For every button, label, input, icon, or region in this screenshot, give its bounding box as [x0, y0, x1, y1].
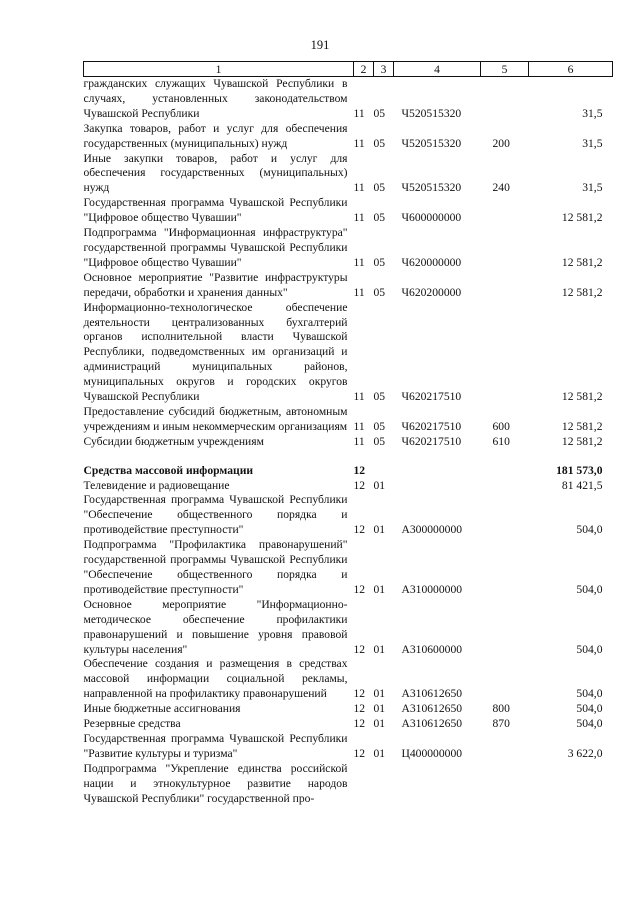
- cell-c4: Ч520515320: [401, 181, 462, 195]
- table-row: [84, 538, 613, 598]
- row-description: Средства массовой информации: [83, 463, 254, 477]
- cell-c6: 3 622,0: [567, 746, 603, 760]
- cell-c3: 05: [373, 390, 386, 404]
- cell-c2: 11: [353, 434, 365, 448]
- row-description: Основное мероприятие "Развитие инфраструктуры передачи, обработки и хранения данных": [83, 270, 348, 299]
- cell-c2: 11: [353, 136, 365, 150]
- table-row: [84, 732, 613, 762]
- table-row: [84, 435, 613, 450]
- cell-c6: 81 421,5: [561, 478, 603, 492]
- cell-c6: 504,0: [576, 702, 603, 716]
- table-row: [84, 493, 613, 538]
- table-row: [84, 152, 613, 197]
- budget-table: [83, 61, 613, 807]
- cell-c3: 01: [373, 687, 386, 701]
- cell-c3: 01: [373, 478, 386, 492]
- cell-c2: 12: [353, 717, 366, 731]
- cell-c2: 11: [353, 390, 365, 404]
- row-spacer: [84, 450, 613, 464]
- cell-c6: 12 581,2: [561, 390, 603, 404]
- cell-c5: [481, 464, 529, 479]
- cell-c5: [481, 77, 529, 122]
- cell-c4: Ч620200000: [401, 285, 462, 299]
- cell-c6: 31,5: [582, 136, 603, 150]
- cell-c5: 870: [492, 717, 510, 731]
- cell-c3: 01: [373, 746, 386, 760]
- cell-c2: [354, 762, 374, 807]
- cell-c2: 11: [353, 181, 365, 195]
- cell-c2: 12: [353, 746, 366, 760]
- cell-c3: 05: [373, 434, 386, 448]
- cell-c5: [481, 196, 529, 226]
- cell-c2: 12: [353, 702, 366, 716]
- cell-c5: 600: [492, 419, 510, 433]
- table-row: [84, 122, 613, 152]
- cell-c5: [481, 493, 529, 538]
- cell-c5: [481, 657, 529, 702]
- row-description: Предоставление субсидий бюджетным, автономным учреждениям и иным некоммерческим организациям: [83, 404, 348, 433]
- cell-c5: [481, 301, 529, 405]
- cell-c4: Ч620217510: [401, 390, 462, 404]
- cell-c5: [481, 762, 529, 807]
- cell-c6: 504,0: [576, 582, 603, 596]
- row-description: Государственная программа Чувашской Республики "Обеспечение общественного порядка и противодействие преступности": [83, 493, 348, 537]
- row-description: Государственная программа Чувашской Республики "Развитие культуры и туризма": [83, 731, 348, 760]
- cell-c5: [481, 271, 529, 301]
- row-description: Подпрограмма "Профилактика правонарушений" государственной программы Чувашской Республики "Обеспечение общественного порядка и противодействие преступности": [83, 538, 348, 596]
- cell-c3: [374, 464, 394, 479]
- cell-c6: 504,0: [576, 687, 603, 701]
- page-number: 191: [310, 38, 330, 52]
- cell-c5: 240: [492, 181, 510, 195]
- cell-c4: А310000000: [401, 582, 463, 596]
- table-row: [84, 196, 613, 226]
- cell-c2: 12: [353, 523, 366, 537]
- column-header: 4: [394, 62, 481, 77]
- cell-c6: 12 581,2: [561, 434, 603, 448]
- table-header: [84, 62, 613, 77]
- cell-c4: Ч620217510: [401, 434, 462, 448]
- cell-c2: 11: [353, 285, 365, 299]
- cell-c3: 05: [373, 181, 386, 195]
- row-description: Иные бюджетные ассигнования: [83, 702, 241, 716]
- cell-c5: 610: [492, 434, 510, 448]
- row-description: Телевидение и радиовещание: [83, 478, 230, 492]
- cell-c2: 11: [353, 106, 365, 120]
- table-row: [84, 77, 613, 122]
- cell-c3: 01: [373, 582, 386, 596]
- cell-c2: 12: [353, 687, 366, 701]
- cell-c3: 01: [373, 717, 386, 731]
- cell-c3: 01: [373, 642, 386, 656]
- table-row: [84, 702, 613, 717]
- row-description: Закупка товаров, работ и услуг для обеспечения государственных (муниципальных) нужд: [83, 121, 348, 150]
- cell-c4: Ч520515320: [401, 136, 462, 150]
- row-description: Резервные средства: [83, 717, 181, 731]
- cell-c4: А310612650: [401, 717, 463, 731]
- cell-c3: [374, 762, 394, 807]
- cell-c4: Ч620000000: [401, 255, 462, 269]
- cell-c3: 05: [373, 106, 386, 120]
- cell-c4: А310612650: [401, 702, 463, 716]
- cell-c5: [481, 226, 529, 271]
- cell-c2: 11: [353, 255, 365, 269]
- cell-c2: 12: [353, 582, 366, 596]
- cell-c4: Ч620217510: [401, 419, 462, 433]
- cell-c6: 31,5: [582, 106, 603, 120]
- table-row: [84, 479, 613, 494]
- table-row: [84, 657, 613, 702]
- cell-c5: [481, 598, 529, 658]
- column-header: 3: [374, 62, 394, 77]
- cell-c6: 12 581,2: [561, 285, 603, 299]
- row-description: Обеспечение создания и размещения в средствах массовой информации социальной рекламы, направленной на профилактику правонарушений: [83, 657, 348, 701]
- column-header: 2: [354, 62, 374, 77]
- cell-c3: 05: [373, 285, 386, 299]
- table-row: [84, 405, 613, 435]
- cell-c2: 11: [353, 419, 365, 433]
- cell-c2: 12: [353, 478, 366, 492]
- row-description: Информационно-технологическое обеспечение деятельности централизованных бухгалтерий органов исполнительной власти Чувашской Республики, подведомственных им организаций и администраций муниципальных районов, муниципальных округов и городских округов Чувашской Республики: [83, 300, 348, 404]
- table-body: [84, 77, 613, 807]
- cell-c2: 12: [353, 463, 366, 477]
- cell-c6: 504,0: [576, 642, 603, 656]
- table-row: [84, 226, 613, 271]
- cell-c5: [481, 538, 529, 598]
- row-description: Подпрограмма "Информационная инфраструктура" государственной программы Чувашской Республики "Цифровое общество Чувашии": [83, 226, 348, 269]
- column-header: 1: [84, 62, 354, 77]
- cell-c5: [481, 479, 529, 494]
- cell-c6: 12 581,2: [561, 255, 603, 269]
- cell-c3: 05: [373, 136, 386, 150]
- table-row: [84, 762, 613, 807]
- cell-c4: А310612650: [401, 687, 463, 701]
- cell-c4: [394, 762, 481, 807]
- cell-c4: Ч600000000: [401, 211, 462, 225]
- row-description: Основное мероприятие "Информационно-методическое обеспечение профилактики правонарушений и повышение уровня правовой культуры населения": [83, 597, 348, 656]
- cell-c3: 05: [373, 211, 386, 225]
- row-description: Субсидии бюджетным учреждениям: [83, 434, 264, 448]
- cell-c4: Ч520515320: [401, 106, 462, 120]
- table-row: [84, 464, 613, 479]
- row-description: Подпрограмма "Укрепление единства российской нации и этнокультурное развитие народов Чувашской Республики" государственной про-: [83, 761, 348, 805]
- cell-c2: 12: [353, 642, 366, 656]
- cell-c2: 11: [353, 211, 365, 225]
- cell-c4: Ц400000000: [401, 746, 463, 760]
- column-header: 6: [529, 62, 613, 77]
- cell-c3: 05: [373, 419, 386, 433]
- cell-c4: [394, 464, 481, 479]
- cell-c3: 01: [373, 702, 386, 716]
- cell-c6: 31,5: [582, 181, 603, 195]
- table-row: [84, 301, 613, 405]
- cell-c6: 504,0: [576, 717, 603, 731]
- table-row: [84, 717, 613, 732]
- cell-c3: 01: [373, 523, 386, 537]
- column-header: 5: [481, 62, 529, 77]
- cell-c6: 12 581,2: [561, 419, 603, 433]
- cell-c4: [394, 479, 481, 494]
- cell-c5: 800: [492, 702, 510, 716]
- cell-c6: 12 581,2: [561, 211, 603, 225]
- cell-c5: 200: [492, 136, 510, 150]
- row-description: Государственная программа Чувашской Республики "Цифровое общество Чувашии": [83, 196, 348, 225]
- cell-c6: 504,0: [576, 523, 603, 537]
- table-row: [84, 598, 613, 658]
- cell-c3: 05: [373, 255, 386, 269]
- row-description: Иные закупки товаров, работ и услуг для обеспечения государственных (муниципальных) нужд: [83, 151, 348, 195]
- cell-c5: [481, 732, 529, 762]
- cell-c6: 181 573,0: [556, 463, 603, 477]
- cell-c4: А310600000: [401, 642, 463, 656]
- row-description: гражданских служащих Чувашской Республики в случаях, установленных законодательством Чувашской Республики: [83, 77, 348, 120]
- cell-c6: [529, 762, 613, 807]
- cell-c4: А300000000: [401, 523, 463, 537]
- table-row: [84, 271, 613, 301]
